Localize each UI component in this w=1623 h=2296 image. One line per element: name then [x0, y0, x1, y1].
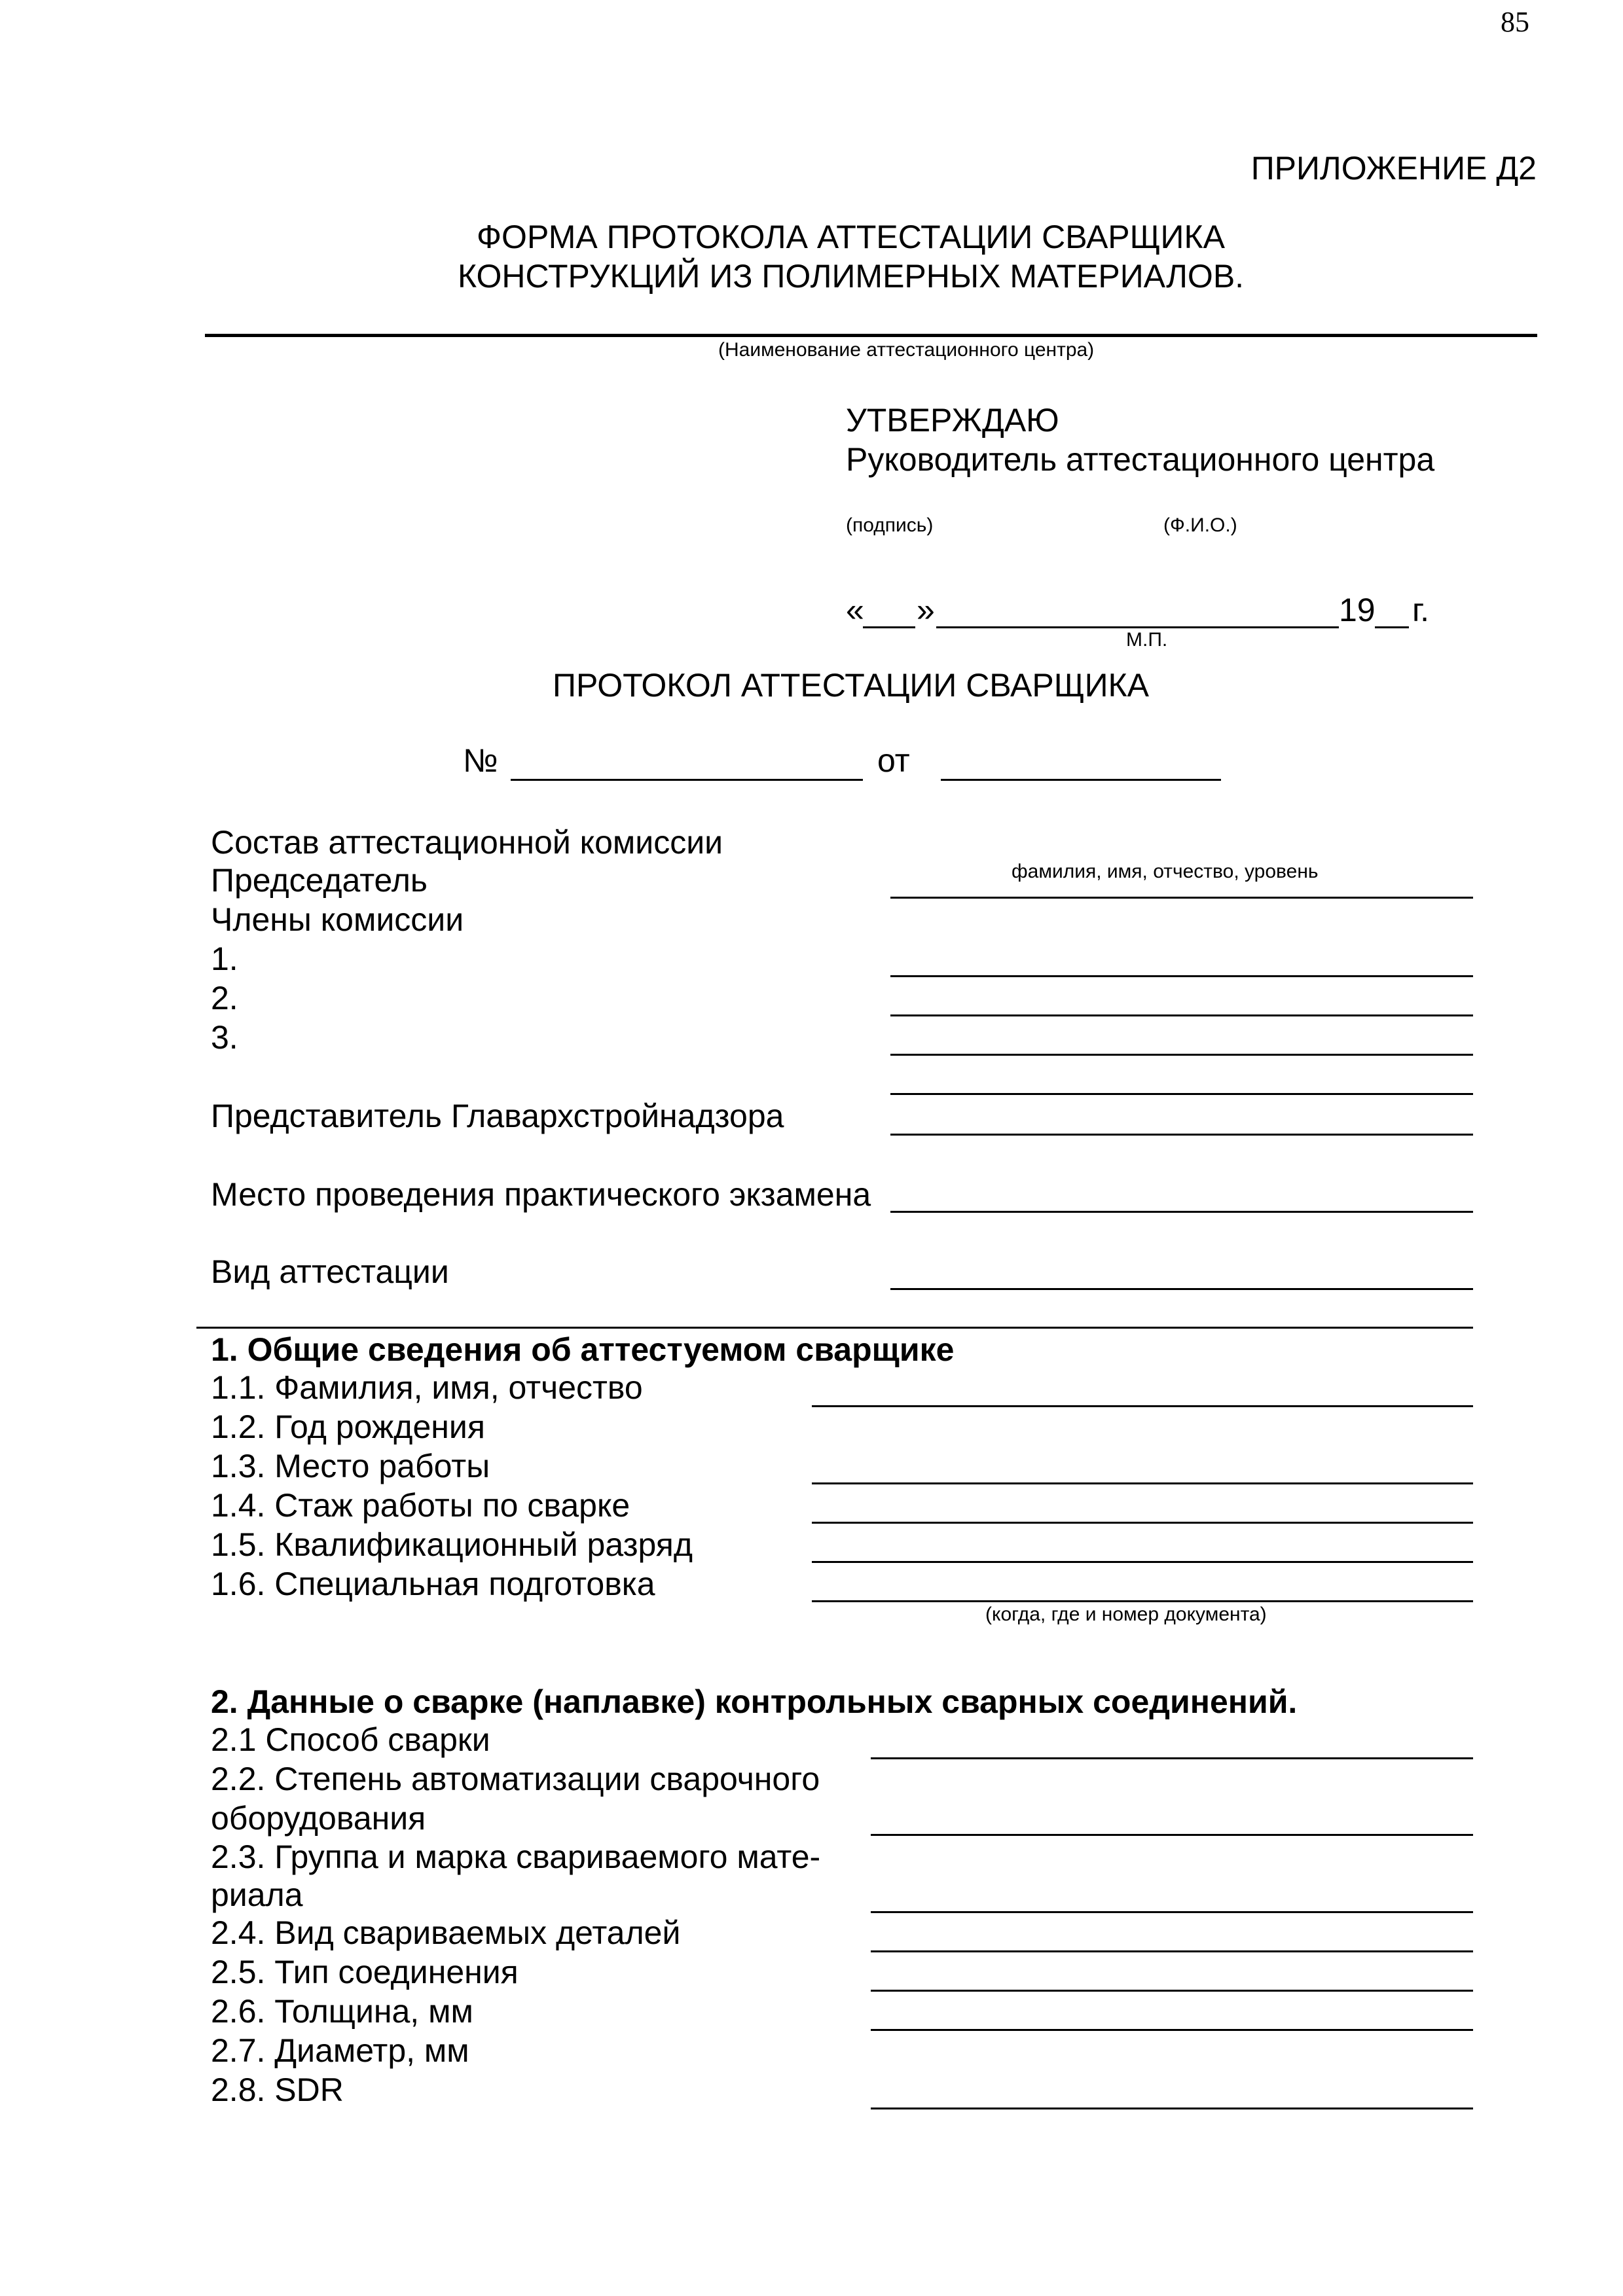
document-caption: (когда, где и номер документа) [985, 1604, 1267, 1625]
section-1-item: 1.6. Специальная подготовка [211, 1566, 655, 1602]
section-1-item: 1.4. Стаж работы по сварке [211, 1487, 630, 1524]
section-2-item: 2.4. Вид свариваемых деталей [211, 1914, 681, 1951]
section-2-item: риала [211, 1876, 303, 1913]
full-name-field[interactable] [812, 1405, 1473, 1407]
chairman-label: Председатель [211, 862, 428, 899]
section-2-item: 2.6. Толщина, мм [211, 1993, 473, 2030]
appendix-label: ПРИЛОЖЕНИЕ Д2 [1250, 150, 1537, 187]
section-1-item: 1.5. Квалификационный разряд [211, 1526, 693, 1563]
stamp-caption: М.П. [1126, 629, 1168, 651]
parts-type-field[interactable] [871, 1950, 1473, 1952]
section-2-item: 2.7. Диаметр, мм [211, 2032, 469, 2069]
date-month-field[interactable] [936, 626, 1339, 628]
commission-title: Состав аттестационной комиссии [211, 824, 723, 861]
sdr-field[interactable] [871, 2108, 1473, 2109]
member-1-field[interactable] [890, 975, 1473, 977]
date-year-prefix: 19 [1339, 592, 1376, 628]
form-title-line-1: ФОРМА ПРОТОКОЛА АТТЕСТАЦИИ СВАРЩИКА [477, 219, 1225, 255]
protocol-date-field[interactable] [941, 779, 1221, 781]
center-name-line [205, 334, 1537, 337]
date-open-quote: « [846, 592, 864, 628]
supervisor-field[interactable] [890, 1134, 1473, 1136]
section-divider [196, 1327, 1473, 1329]
section-1-item: 1.3. Место работы [211, 1448, 490, 1484]
member-2-label: 2. [211, 980, 238, 1016]
date-day-field[interactable] [863, 626, 915, 628]
welding-method-field[interactable] [871, 1757, 1473, 1759]
section-2-title: 2. Данные о сварке (наплавке) контрольных сварных соединений. [211, 1683, 1298, 1720]
date-close-quote: » [917, 592, 935, 628]
page-number: 85 [1501, 6, 1529, 38]
workplace-field[interactable] [812, 1482, 1473, 1484]
date-year-field[interactable] [1375, 626, 1409, 628]
section-1-item: 1.1. Фамилия, имя, отчество [211, 1369, 643, 1406]
member-3-field[interactable] [890, 1054, 1473, 1056]
name-caption: фамилия, имя, отчество, уровень [1012, 861, 1319, 882]
attestation-type-field[interactable] [890, 1288, 1473, 1290]
joint-type-field[interactable] [871, 1990, 1473, 1992]
supervisor-label: Представитель Главархстройнадзора [211, 1098, 784, 1134]
section-1-title: 1. Общие сведения об аттестуемом сварщике [211, 1331, 955, 1368]
material-field[interactable] [871, 1911, 1473, 1913]
protocol-number-field[interactable] [511, 779, 863, 781]
approver-title: Руководитель аттестационного центра [846, 441, 1435, 478]
member-1-label: 1. [211, 941, 238, 977]
qualification-field[interactable] [812, 1561, 1473, 1563]
center-name-caption: (Наименование аттестационного центра) [718, 339, 1095, 361]
exam-place-label: Место проведения практического экзамена [211, 1176, 871, 1213]
approve-heading: УТВЕРЖДАЮ [846, 402, 1059, 439]
exam-place-field[interactable] [890, 1211, 1473, 1213]
section-2-item: 2.2. Степень автоматизации сварочного [211, 1761, 820, 1797]
training-field[interactable] [812, 1600, 1473, 1602]
section-1-item: 1.2. Год рождения [211, 1408, 485, 1445]
attestation-type-label: Вид аттестации [211, 1253, 449, 1290]
chairman-field[interactable] [890, 897, 1473, 899]
section-2-item: 2.8. SDR [211, 2072, 344, 2108]
fio-caption: (Ф.И.О.) [1163, 514, 1237, 536]
member-3-label: 3. [211, 1019, 238, 1056]
form-title-line-2: КОНСТРУКЦИЙ ИЗ ПОЛИМЕРНЫХ МАТЕРИАЛОВ. [457, 258, 1245, 295]
members-label: Члены комиссии [211, 901, 464, 938]
signature-caption: (подпись) [846, 514, 934, 536]
section-2-item: 2.3. Группа и марка свариваемого мате- [211, 1839, 821, 1875]
section-2-item: 2.5. Тип соединения [211, 1954, 519, 1990]
thickness-field[interactable] [871, 2029, 1473, 2031]
protocol-title: ПРОТОКОЛ АТТЕСТАЦИИ СВАРЩИКА [553, 667, 1149, 704]
section-2-item: 2.1 Способ сварки [211, 1721, 490, 1758]
member-2-field[interactable] [890, 1014, 1473, 1016]
automation-field[interactable] [871, 1834, 1473, 1836]
member-extra-field[interactable] [890, 1093, 1473, 1095]
protocol-number-label: № [463, 742, 498, 779]
section-2-item: оборудования [211, 1800, 426, 1837]
protocol-from-label: от [877, 742, 910, 779]
experience-field[interactable] [812, 1522, 1473, 1524]
date-year-suffix: г. [1412, 592, 1430, 628]
